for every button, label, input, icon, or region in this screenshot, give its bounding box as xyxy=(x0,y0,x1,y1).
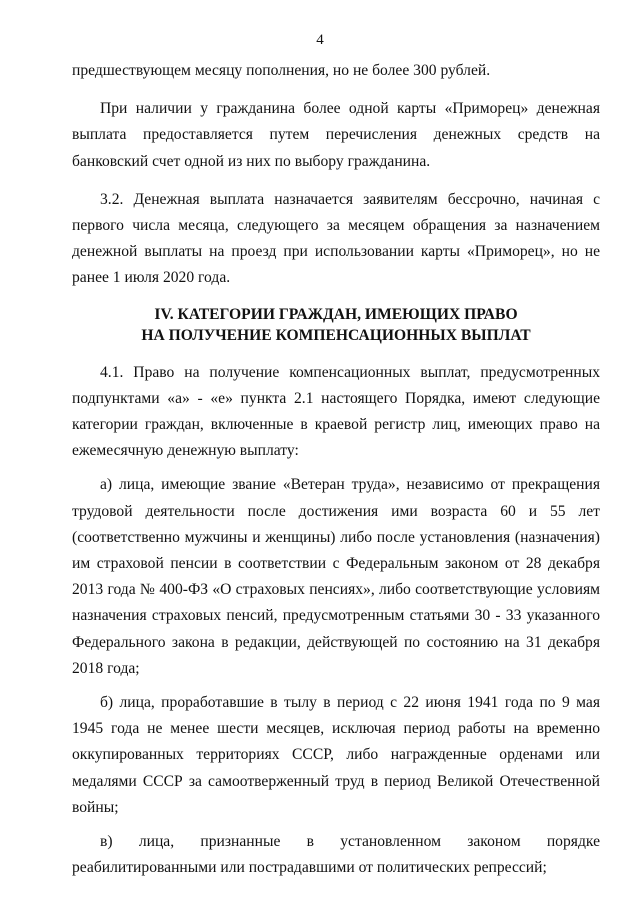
section-heading-line-2: НА ПОЛУЧЕНИЕ КОМПЕНСАЦИОННЫХ ВЫПЛАТ xyxy=(141,326,531,344)
list-item-a: а) лица, имеющие звание «Ветеран труда», независимо от прекращения трудовой деятельности после достижения ими возраста 60 и 55 лет (соответственно мужчины и женщины) либо после установления (назначения) им страховой пенсии в соответствии с Федеральным законом от 28 декабря 2013 года № 400-ФЗ «О страховых пенсиях», либо соответствующие условиям назначения страховых пенсий, предусмотренным статьями 30 - 33 указанного Федерального закона в редакции, действующей по состоянию на 31 декабря 2018 года; xyxy=(72,476,600,677)
document-body xyxy=(72,58,600,889)
paragraph-multiple-cards: При наличии у гражданина более одной карты «Приморец» денежная выплата предоставляется путем перечисления денежных средств на банковский счет одной из них по выбору гражданина. xyxy=(72,100,600,170)
paragraph-3-2: 3.2. Денежная выплата назначается заявителям бессрочно, начиная с первого числа месяца, следующего за месяцем обращения за назначением денежной выплаты на проезд при использовании карты «Приморец», но не ранее 1 июля 2020 года. xyxy=(72,190,600,287)
section-heading xyxy=(72,304,600,346)
list-item-b: б) лица, проработавшие в тылу в период с 22 июня 1941 года по 9 мая 1945 года не менее шести месяцев, исключая период работы на временно оккупированных территориях СССР, либо награжденные орденами или медалями СССР за самоотверженный труд в период Великой Отечественной войны; xyxy=(72,694,600,816)
list-item-v: в) лица, признанные в установленном законом порядке реабилитированными или пострадавшими от политических репрессий; xyxy=(72,833,600,877)
section-heading-line-1: IV. КАТЕГОРИИ ГРАЖДАН, ИМЕЮЩИХ ПРАВО xyxy=(154,305,518,323)
page-number: 4 xyxy=(316,32,324,48)
paragraph-continuation: предшествующем месяцу пополнения, но не более 300 рублей. xyxy=(72,62,491,79)
paragraph-4-1: 4.1. Право на получение компенсационных выплат, предусмотренных подпунктами «а» - «е» пункта 2.1 настоящего Порядка, имеют следующие категории граждан, включенные в краевой регистр лиц, имеющих право на ежемесячную денежную выплату: xyxy=(72,363,600,460)
